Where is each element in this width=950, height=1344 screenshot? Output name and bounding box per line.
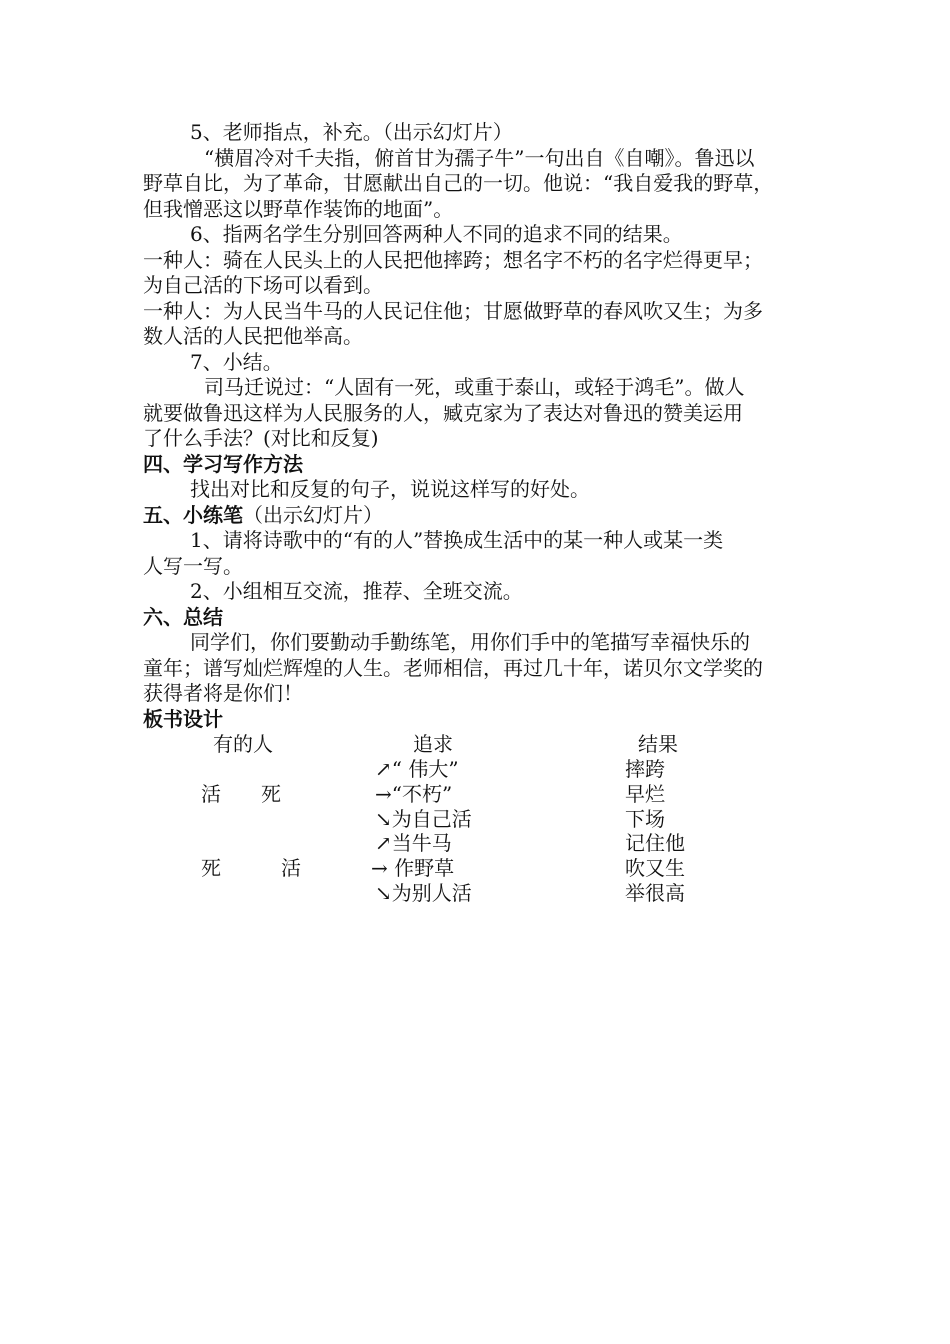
board-pursuit-6: ↘为别人活 xyxy=(375,881,472,905)
section-heading-4: 四、学习写作方法 xyxy=(143,451,303,476)
text-line: 但我憎恶这以野草作装饰的地面”。 xyxy=(143,196,454,221)
text-line: 野草自比，为了革命，甘愿献出自己的一切。他说：“我自爱我的野草， xyxy=(143,171,774,195)
text-line: 童年；谱写灿烂辉煌的人生。老师相信，再过几十年，诺贝尔文学奖的 xyxy=(143,655,763,680)
board-group-label-2: 死 活 xyxy=(201,856,301,880)
board-result-4: 记住他 xyxy=(625,831,685,855)
summary-paragraph-line: 司马迁说过：“人固有一死，或重于泰山，或轻于鸿毛”。做人 xyxy=(204,375,745,399)
section-heading-5-title: 五、小练笔 xyxy=(143,502,243,527)
board-header-pursuit: 追求 xyxy=(413,732,453,756)
board-pursuit-5: → 作野草 xyxy=(371,856,455,880)
text-line: 人写一写。 xyxy=(143,553,243,578)
paragraph-step-5: 5、老师指点，补充。（出示幻灯片） xyxy=(190,120,513,144)
board-pursuit-4: ↗当牛马 xyxy=(375,831,452,855)
section-heading-5-note: （出示幻灯片） xyxy=(243,502,383,527)
text-line: 一种人：骑在人民头上的人民把他摔跨；想名字不朽的名字烂得更早； xyxy=(143,247,763,272)
board-result-3: 下场 xyxy=(625,807,665,831)
exercise-item-2: 2、小组相互交流，推荐、全班交流。 xyxy=(190,579,523,603)
quote-paragraph-line: “横眉冷对千夫指，俯首甘为孺子牛”一句出自《自嘲》。鲁迅以 xyxy=(204,145,755,170)
section-heading-6: 六、总结 xyxy=(143,604,223,629)
paragraph-step-7: 7、小结。 xyxy=(190,349,283,374)
text-line: 就要做鲁迅这样为人民服务的人，臧克家为了表达对鲁迅的赞美运用 xyxy=(143,400,743,425)
board-header-person: 有的人 xyxy=(213,732,273,756)
board-pursuit-3: ↘为自己活 xyxy=(375,807,472,831)
text-line: 一种人：为人民当牛马的人民记住他；甘愿做野草的春风吹又生；为多 xyxy=(143,298,763,323)
document-body xyxy=(143,120,823,905)
board-result-1: 摔跨 xyxy=(625,757,665,781)
board-design-title: 板书设计 xyxy=(143,706,223,731)
text-line: 获得者将是你们！ xyxy=(143,681,303,705)
text-line: 同学们，你们要勤动手勤练笔，用你们手中的笔描写幸福快乐的 xyxy=(190,630,750,654)
exercise-item-1: 1、请将诗歌中的“有的人”替换成生活中的某一种人或某一类 xyxy=(190,528,724,552)
board-group-label-1: 活 死 xyxy=(201,782,281,806)
board-result-5: 吹又生 xyxy=(625,856,685,880)
text-line: 数人活的人民把他举高。 xyxy=(143,324,363,348)
text-line: 了什么手法？(对比和反复) xyxy=(143,426,379,450)
board-result-2: 早烂 xyxy=(625,782,665,806)
board-result-6: 举很高 xyxy=(625,881,685,905)
board-pursuit-2: →“不朽” xyxy=(375,782,453,806)
board-header-result: 结果 xyxy=(638,732,678,756)
text-line: 找出对比和反复的句子，说说这样写的好处。 xyxy=(190,477,590,501)
board-pursuit-1: ↗“ 伟大” xyxy=(375,757,459,781)
paragraph-step-6: 6、指两名学生分别回答两种人不同的追求不同的结果。 xyxy=(190,222,683,246)
board-design-table xyxy=(143,732,823,905)
text-line: 为自己活的下场可以看到。 xyxy=(143,273,383,297)
section-heading-5 xyxy=(143,503,823,529)
